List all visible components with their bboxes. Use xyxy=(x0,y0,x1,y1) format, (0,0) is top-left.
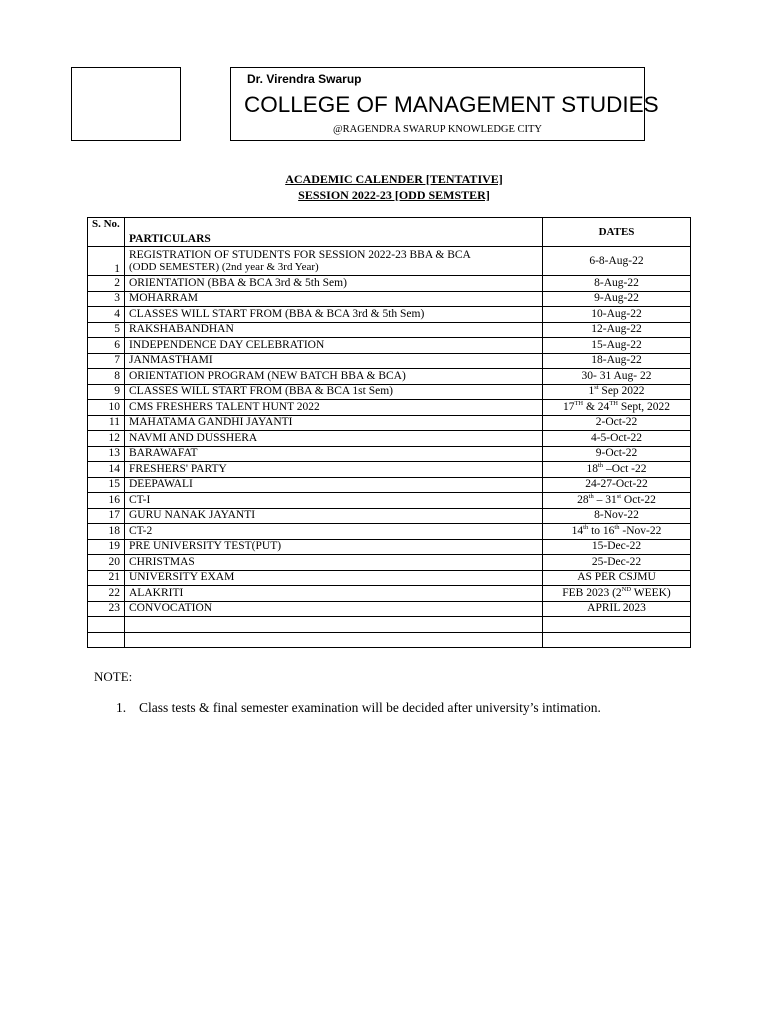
row-date: 18th –Oct -22 xyxy=(543,462,691,478)
row-date: 25-Dec-22 xyxy=(543,555,691,571)
row-number: 23 xyxy=(88,601,125,617)
table-row-empty xyxy=(88,632,691,648)
table-row xyxy=(88,338,691,354)
table-row xyxy=(88,291,691,307)
row-date: 1st Sep 2022 xyxy=(543,384,691,400)
header-dates: DATES xyxy=(543,218,691,247)
row-number: 8 xyxy=(88,369,125,385)
note-item-text: Class tests & final semester examination will be decided after university’s intimation. xyxy=(139,700,601,715)
row-particulars: JANMASTHAMI xyxy=(125,353,543,369)
row-date: 8-Aug-22 xyxy=(543,276,691,292)
row-number: 16 xyxy=(88,493,125,509)
row-number: 21 xyxy=(88,570,125,586)
row-particulars: CMS FRESHERS TALENT HUNT 2022 xyxy=(125,400,543,416)
header-sno: S. No. xyxy=(88,218,125,247)
table-header-row xyxy=(88,218,691,247)
row-date: 12-Aug-22 xyxy=(543,322,691,338)
row-number: 5 xyxy=(88,322,125,338)
table-row xyxy=(88,493,691,509)
row-particulars: CONVOCATION xyxy=(125,601,543,617)
college-subtitle: Dr. Virendra Swarup xyxy=(247,72,362,86)
row-number: 11 xyxy=(88,415,125,431)
row-particulars: NAVMI AND DUSSHERA xyxy=(125,431,543,447)
table-row-empty xyxy=(88,617,691,633)
row-date: 18-Aug-22 xyxy=(543,353,691,369)
table-row xyxy=(88,601,691,617)
row-particulars: DEEPAWALI xyxy=(125,477,543,493)
table-row xyxy=(88,477,691,493)
table-row xyxy=(88,353,691,369)
row-particulars: GURU NANAK JAYANTI xyxy=(125,508,543,524)
row-number: 13 xyxy=(88,446,125,462)
table-row xyxy=(88,369,691,385)
row-number: 3 xyxy=(88,291,125,307)
row-particulars: INDEPENDENCE DAY CELEBRATION xyxy=(125,338,543,354)
row-date: AS PER CSJMU xyxy=(543,570,691,586)
header-particulars: PARTICULARS xyxy=(125,218,543,247)
session-title: SESSION 2022-23 [ODD SEMSTER] xyxy=(298,188,490,202)
table-row xyxy=(88,539,691,555)
table-row xyxy=(88,384,691,400)
college-header xyxy=(230,67,659,141)
row-particulars: CT-I xyxy=(125,493,543,509)
table-row xyxy=(88,415,691,431)
row-particulars: ORIENTATION PROGRAM (NEW BATCH BBA & BCA) xyxy=(125,369,543,385)
table-row xyxy=(88,307,691,323)
row-date: 17TH & 24TH Sept, 2022 xyxy=(543,400,691,416)
row-date: 9-Aug-22 xyxy=(543,291,691,307)
table-row xyxy=(88,586,691,602)
row-date: 9-Oct-22 xyxy=(543,446,691,462)
row-particulars: CT-2 xyxy=(125,524,543,540)
row-particulars: CLASSES WILL START FROM (BBA & BCA 1st Sem) xyxy=(125,384,543,400)
row-particulars: RAKSHABANDHAN xyxy=(125,322,543,338)
table-row xyxy=(88,247,691,276)
row-particulars: ALAKRITI xyxy=(125,586,543,602)
college-location: @RAGENDRA SWARUP KNOWLEDGE CITY xyxy=(332,124,543,135)
row-date: 14th to 16th -Nov-22 xyxy=(543,524,691,540)
row-particulars: FRESHERS' PARTY xyxy=(125,462,543,478)
row-number: 2 xyxy=(88,276,125,292)
college-title: COLLEGE OF MANAGEMENT STUDIES xyxy=(244,92,659,117)
row-particulars: MAHATAMA GANDHI JAYANTI xyxy=(125,415,543,431)
row-date: 28th – 31st Oct-22 xyxy=(543,493,691,509)
row-particulars: PRE UNIVERSITY TEST(PUT) xyxy=(125,539,543,555)
row-number: 6 xyxy=(88,338,125,354)
note-item-number: 1. xyxy=(116,700,127,715)
row-date: 30- 31 Aug- 22 xyxy=(543,369,691,385)
table-row xyxy=(88,524,691,540)
row-number: 1 xyxy=(88,247,125,276)
table-row xyxy=(88,446,691,462)
row-number: 18 xyxy=(88,524,125,540)
row-date: 8-Nov-22 xyxy=(543,508,691,524)
row-particulars: REGISTRATION OF STUDENTS FOR SESSION 2022-23 BBA & BCA (ODD SEMESTER) (2nd year & 3rd Year) xyxy=(125,247,543,276)
calendar-title: ACADEMIC CALENDER [TENTATIVE] xyxy=(285,172,503,186)
note-label: NOTE: xyxy=(94,669,133,684)
row-date: 6-8-Aug-22 xyxy=(543,247,691,276)
table-row xyxy=(88,555,691,571)
row-number: 22 xyxy=(88,586,125,602)
row-number: 20 xyxy=(88,555,125,571)
row-number: 15 xyxy=(88,477,125,493)
note-item xyxy=(116,700,601,716)
table-row xyxy=(88,400,691,416)
row-number: 9 xyxy=(88,384,125,400)
row-date: APRIL 2023 xyxy=(543,601,691,617)
table-row xyxy=(88,570,691,586)
logo-placeholder-box xyxy=(71,67,181,141)
row-date: 2-Oct-22 xyxy=(543,415,691,431)
row-particulars: CLASSES WILL START FROM (BBA & BCA 3rd & 5th Sem) xyxy=(125,307,543,323)
table-row xyxy=(88,508,691,524)
row-particulars: ORIENTATION (BBA & BCA 3rd & 5th Sem) xyxy=(125,276,543,292)
row-particulars: MOHARRAM xyxy=(125,291,543,307)
row-number: 10 xyxy=(88,400,125,416)
row-date: FEB 2023 (2ND WEEK) xyxy=(543,586,691,602)
table-row xyxy=(88,462,691,478)
row-number: 7 xyxy=(88,353,125,369)
row-number: 12 xyxy=(88,431,125,447)
row-number: 17 xyxy=(88,508,125,524)
table-row xyxy=(88,322,691,338)
row-date: 24-27-Oct-22 xyxy=(543,477,691,493)
row-date: 4-5-Oct-22 xyxy=(543,431,691,447)
table-row xyxy=(88,431,691,447)
academic-calendar-table xyxy=(87,217,691,648)
row-number: 19 xyxy=(88,539,125,555)
row-number: 4 xyxy=(88,307,125,323)
row-date: 10-Aug-22 xyxy=(543,307,691,323)
table-row xyxy=(88,276,691,292)
row-number: 14 xyxy=(88,462,125,478)
row-particulars: BARAWAFAT xyxy=(125,446,543,462)
row-date: 15-Dec-22 xyxy=(543,539,691,555)
row-date: 15-Aug-22 xyxy=(543,338,691,354)
row-particulars: UNIVERSITY EXAM xyxy=(125,570,543,586)
row-particulars: CHRISTMAS xyxy=(125,555,543,571)
